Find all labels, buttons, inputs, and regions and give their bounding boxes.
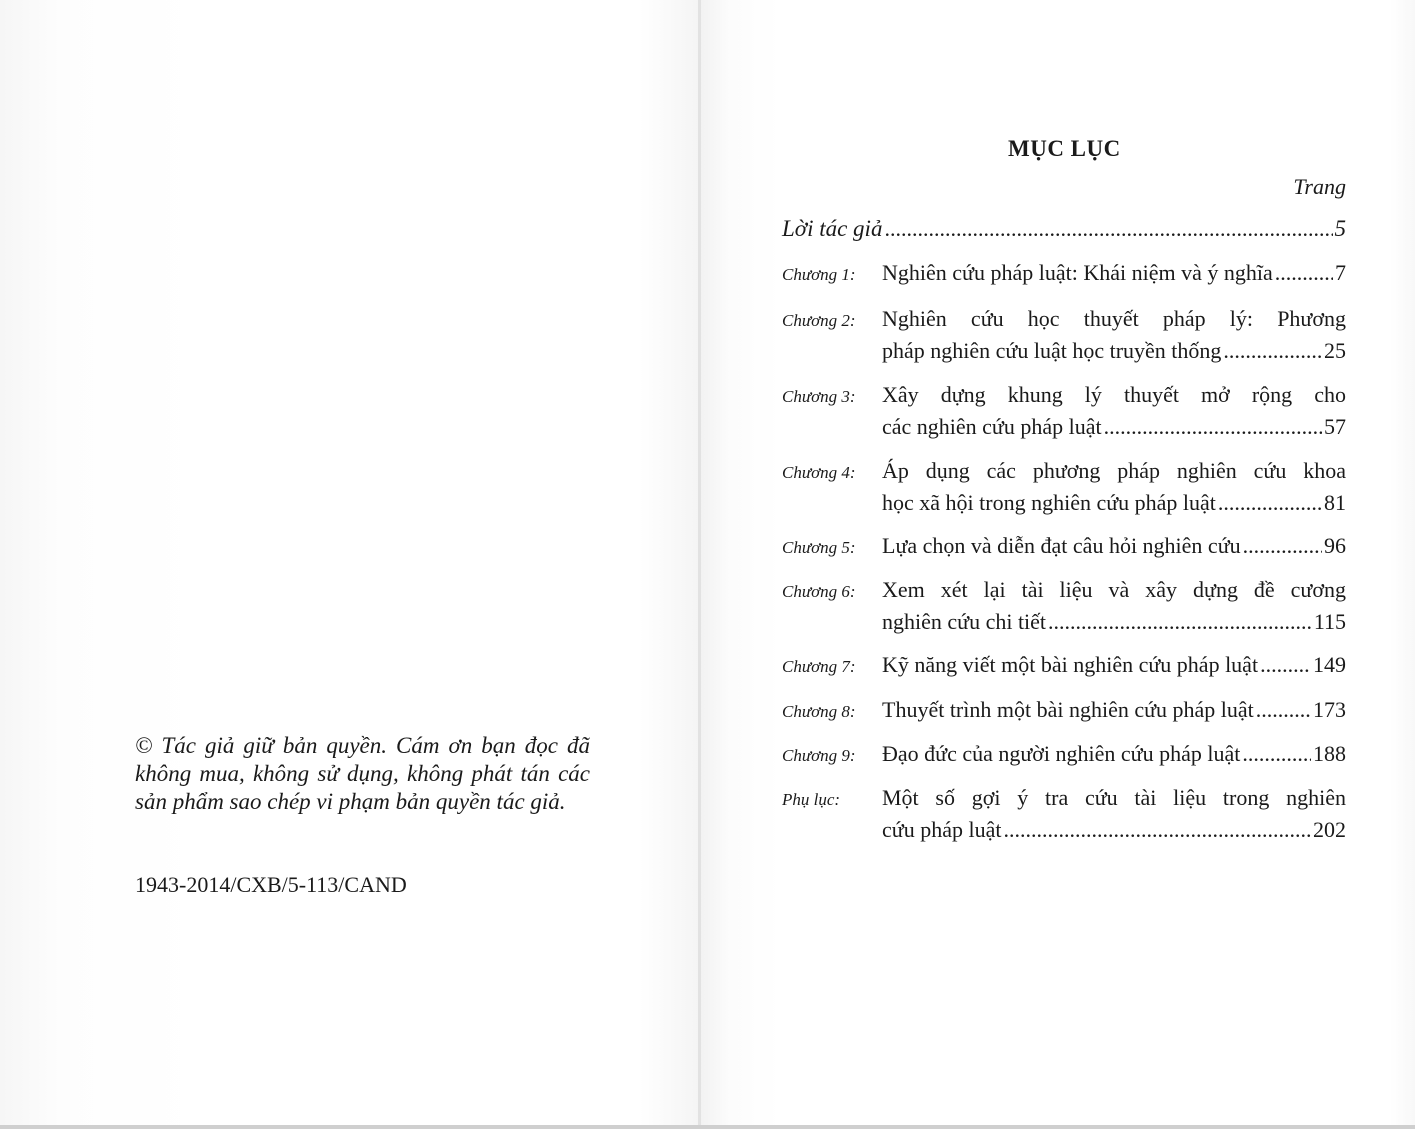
toc-entry-line[interactable] xyxy=(882,741,1346,772)
toc-chapter-label: Chương 7: xyxy=(782,657,856,676)
toc-entry-line xyxy=(882,458,1346,489)
left-page xyxy=(0,0,700,1129)
toc-entry-line xyxy=(882,382,1346,413)
toc-entry-title: Nghiên cứu pháp luật: Khái niệm và ý nghĩa xyxy=(882,260,1273,285)
toc-entry-line xyxy=(882,785,1346,816)
toc-entry-line[interactable] xyxy=(882,609,1346,640)
toc-entry-page: 7 xyxy=(1335,260,1346,285)
toc-entry-title: các nghiên cứu pháp luật xyxy=(882,414,1102,439)
toc-entry-title: Nghiên cứu học thuyết pháp lý: Phương xyxy=(882,306,1346,331)
toc-entry-page: 57 xyxy=(1324,414,1346,439)
toc-entry-page: 188 xyxy=(1313,741,1346,766)
toc-entry-page: 96 xyxy=(1324,533,1346,558)
toc-entry-title: Đạo đức của người nghiên cứu pháp luật xyxy=(882,741,1241,766)
toc-chapter-label: Chương 8: xyxy=(782,702,856,721)
toc-entry-title: Xem xét lại tài liệu và xây dựng đề cương xyxy=(882,577,1346,602)
dot-leader xyxy=(1003,817,1311,843)
right-page xyxy=(700,0,1415,1129)
toc-entry-line[interactable] xyxy=(882,338,1346,369)
dot-leader xyxy=(1260,652,1311,678)
toc-entry-title: Áp dụng các phương pháp nghiên cứu khoa xyxy=(882,458,1346,483)
toc-entry-title: pháp nghiên cứu luật học truyền thống xyxy=(882,338,1222,363)
toc-entry-title: Kỹ năng viết một bài nghiên cứu pháp luật xyxy=(882,652,1259,677)
toc-preface-label: Lời tác giả xyxy=(782,216,883,241)
dot-leader xyxy=(1242,741,1311,767)
toc-preface[interactable] xyxy=(782,216,1346,247)
toc-entry-page: 25 xyxy=(1324,338,1346,363)
toc-title: MỤC LỤC xyxy=(1008,136,1121,161)
dot-leader xyxy=(1243,533,1322,559)
dot-leader xyxy=(1048,609,1312,635)
toc-chapter-label: Phụ lục: xyxy=(782,790,841,809)
toc-entry-line[interactable] xyxy=(882,490,1346,521)
toc-entry-title: Thuyết trình một bài nghiên cứu pháp luật xyxy=(882,697,1254,722)
toc-entry-page: 115 xyxy=(1313,609,1346,634)
toc-entry-line[interactable] xyxy=(882,533,1346,564)
toc-chapter-label: Chương 5: xyxy=(782,538,856,557)
dot-leader xyxy=(1104,414,1322,440)
dot-leader xyxy=(1256,697,1311,723)
toc-entry-title: nghiên cứu chi tiết xyxy=(882,609,1047,634)
toc-entry-title: cứu pháp luật xyxy=(882,817,1002,842)
toc-entry-line[interactable] xyxy=(882,652,1346,683)
book-gutter xyxy=(698,0,701,1129)
toc-chapter-label: Chương 1: xyxy=(782,265,856,284)
toc-chapter-label: Chương 3: xyxy=(782,387,856,406)
toc-chapter-label: Chương 4: xyxy=(782,463,856,482)
toc-entry-title: Lựa chọn và diễn đạt câu hỏi nghiên cứu xyxy=(882,533,1241,558)
toc-entry-line[interactable] xyxy=(882,414,1346,445)
toc-entry-title: Một số gợi ý tra cứu tài liệu trong nghiên xyxy=(882,785,1346,810)
dot-leader xyxy=(1223,338,1322,364)
dot-leader xyxy=(1218,490,1322,516)
toc-entry-title: Xây dựng khung lý thuyết mở rộng cho xyxy=(882,382,1346,407)
toc-preface-page: 5 xyxy=(1334,216,1346,241)
toc-chapter-label: Chương 9: xyxy=(782,746,856,765)
dot-leader xyxy=(1275,260,1333,286)
toc-entry-title: học xã hội trong nghiên cứu pháp luật xyxy=(882,490,1216,515)
toc-chapter-label: Chương 6: xyxy=(782,582,856,601)
toc-entry-page: 81 xyxy=(1324,490,1346,515)
toc-entry-line[interactable] xyxy=(882,260,1346,291)
page-column-header: Trang xyxy=(1293,174,1346,199)
toc-entry-line[interactable] xyxy=(882,817,1346,848)
page-bottom-edge xyxy=(0,1125,1415,1129)
copyright-notice: © Tác giả giữ bản quyền. Cám ơn bạn đọc đã không mua, không sử dụng, không phát tán các sản phẩm sao chép vi phạm bản quyền tác giả. xyxy=(135,733,590,814)
toc-chapter-label: Chương 2: xyxy=(782,311,856,330)
toc-entry-line[interactable] xyxy=(882,697,1346,728)
toc-entry-page: 149 xyxy=(1313,652,1346,677)
dot-leader xyxy=(884,216,1332,242)
publication-code: 1943-2014/CXB/5-113/CAND xyxy=(135,872,407,897)
toc-entry-page: 202 xyxy=(1313,817,1346,842)
toc-entry-page: 173 xyxy=(1313,697,1346,722)
toc-entry-line xyxy=(882,306,1346,337)
toc-entry-line xyxy=(882,577,1346,608)
